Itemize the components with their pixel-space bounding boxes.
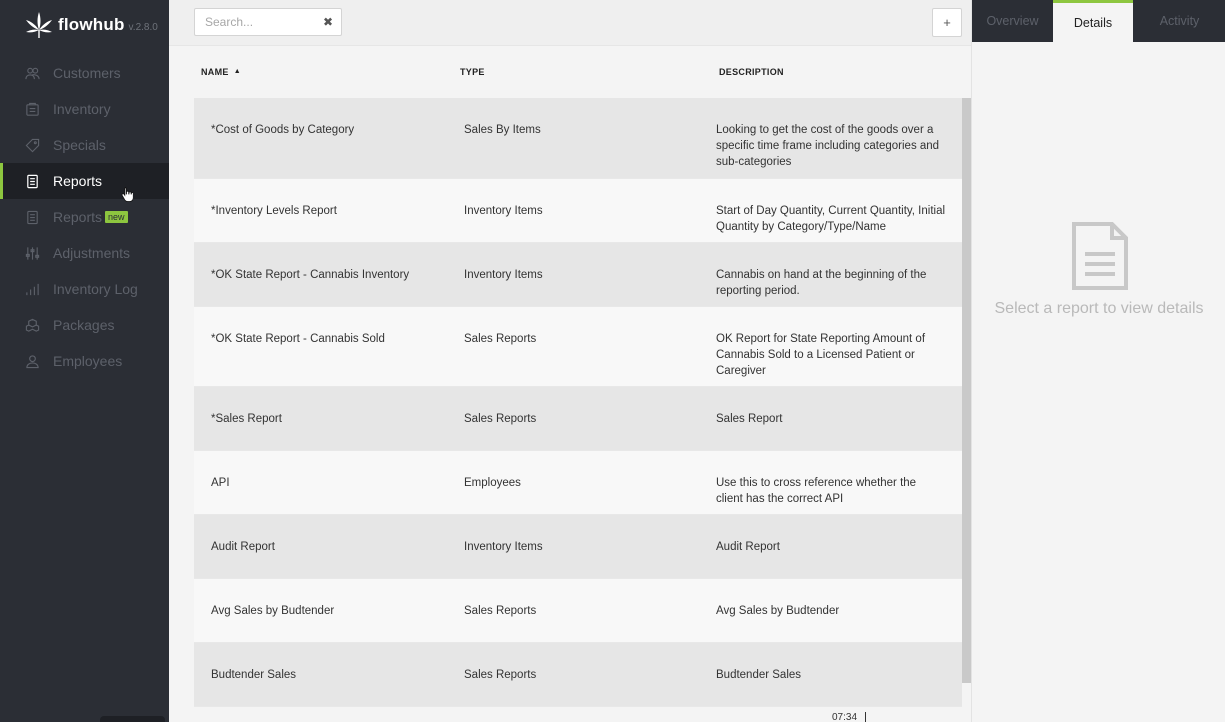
- search-input[interactable]: [205, 15, 315, 29]
- report-type: Employees: [464, 477, 521, 489]
- inventory-icon: [24, 101, 40, 117]
- cannabis-leaf-logo-icon: [24, 10, 54, 40]
- sidebar-item-label: Reports: [53, 209, 103, 225]
- report-name: *Inventory Levels Report: [211, 205, 337, 217]
- table-scrollbar[interactable]: [962, 98, 971, 683]
- sidebar-item-adjustments[interactable]: [0, 235, 169, 271]
- table-row[interactable]: [194, 643, 962, 707]
- table-row[interactable]: [194, 98, 962, 179]
- details-panel: [971, 0, 1225, 722]
- report-icon: [24, 173, 40, 189]
- sidebar-item-label: Inventory: [53, 101, 111, 117]
- sort-ascending-icon: ▲: [233, 68, 241, 75]
- sidebar-item-packages[interactable]: [0, 307, 169, 343]
- report-description: Start of Day Quantity, Current Quantity, Initial Quantity by Category/Type/Name: [716, 205, 946, 233]
- column-header-type[interactable]: TYPE: [460, 67, 485, 77]
- report-name: *OK State Report - Cannabis Sold: [211, 333, 385, 345]
- table-row[interactable]: [194, 579, 962, 643]
- report-type: Inventory Items: [464, 541, 543, 553]
- column-header-description[interactable]: DESCRIPTION: [719, 67, 784, 77]
- sidebar-item-reports[interactable]: [0, 163, 169, 199]
- table-row[interactable]: [194, 243, 962, 307]
- toolbar: [169, 0, 971, 46]
- report-type: Sales Reports: [464, 669, 537, 681]
- column-header-name[interactable]: NAME ▲: [201, 67, 241, 77]
- table-row[interactable]: [194, 451, 962, 515]
- sidebar-item-reports-new[interactable]: [0, 199, 169, 235]
- report-name: API: [211, 477, 230, 489]
- sidebar-item-customers[interactable]: [0, 55, 169, 91]
- app-version: v.2.8.0: [128, 21, 158, 33]
- table-row[interactable]: [194, 515, 962, 579]
- sidebar-item-label: Adjustments: [53, 245, 131, 261]
- report-type: Sales Reports: [464, 333, 537, 345]
- sidebar: [0, 0, 169, 722]
- main-content: [169, 0, 971, 722]
- panel-tabs: [972, 0, 1225, 42]
- sidebar-item-label: Employees: [53, 353, 123, 369]
- tab-overview[interactable]: Overview: [986, 14, 1039, 28]
- report-description: Use this to cross reference whether the client has the correct API: [716, 477, 917, 505]
- sidebar-item-specials[interactable]: [0, 127, 169, 163]
- sidebar-item-label: Specials: [53, 137, 106, 153]
- tab-details[interactable]: Details: [1053, 0, 1133, 42]
- report-description: Avg Sales by Budtender: [716, 605, 840, 617]
- sidebar-item-label: Customers: [53, 65, 121, 81]
- sidebar-item-inventory-log[interactable]: [0, 271, 169, 307]
- add-report-button[interactable]: +: [932, 8, 962, 37]
- table-row[interactable]: [194, 179, 962, 243]
- time-readout: 07:34: [832, 712, 866, 722]
- sidebar-bottom-tab: [100, 716, 165, 722]
- sidebar-item-label: Reports: [53, 173, 103, 189]
- tag-icon: [24, 137, 40, 153]
- report-type: Sales Reports: [464, 413, 537, 425]
- report-name: *OK State Report - Cannabis Inventory: [211, 269, 410, 281]
- report-description: Audit Report: [716, 541, 780, 553]
- report-icon: [24, 209, 40, 225]
- document-icon: [1072, 222, 1128, 290]
- report-name: *Sales Report: [211, 413, 282, 425]
- sidebar-item-label: Inventory Log: [53, 281, 138, 297]
- sidebar-item-inventory[interactable]: [0, 91, 169, 127]
- report-type: Sales By Items: [464, 124, 541, 136]
- report-name: Audit Report: [211, 541, 275, 553]
- sliders-icon: [24, 245, 40, 261]
- boxes-icon: [24, 317, 40, 333]
- report-name: *Cost of Goods by Category: [211, 124, 355, 136]
- report-description: Sales Report: [716, 413, 783, 425]
- tab-activity[interactable]: Activity: [1159, 14, 1200, 28]
- empty-state-message: Select a report to view details: [994, 300, 1204, 317]
- report-type: Inventory Items: [464, 269, 543, 281]
- table-header: [194, 46, 962, 96]
- report-description: Budtender Sales: [716, 669, 802, 681]
- new-badge: new: [105, 211, 128, 223]
- sidebar-item-employees[interactable]: [0, 343, 169, 379]
- report-description: OK Report for State Reporting Amount of Cannabis Sold to a Licensed Patient or Caregiver: [716, 333, 926, 377]
- report-type: Inventory Items: [464, 205, 543, 217]
- report-name: Budtender Sales: [211, 669, 297, 681]
- bar-chart-icon: [24, 281, 40, 297]
- report-description: Cannabis on hand at the beginning of the reporting period.: [716, 269, 927, 297]
- report-name: Avg Sales by Budtender: [211, 605, 335, 617]
- table-row[interactable]: [194, 307, 962, 387]
- report-description: Looking to get the cost of the goods over a specific time frame including categories and sub-categories: [716, 124, 940, 168]
- report-type: Sales Reports: [464, 605, 537, 617]
- user-icon: [24, 353, 40, 369]
- sidebar-item-label: Packages: [53, 317, 115, 333]
- users-icon: [24, 65, 40, 81]
- search-box[interactable]: [194, 8, 342, 36]
- brand[interactable]: [24, 10, 158, 40]
- hand-cursor-icon: [121, 186, 133, 202]
- table-row[interactable]: [194, 387, 962, 451]
- sidebar-nav: [0, 55, 169, 379]
- brand-name: flowhub: [58, 15, 125, 34]
- clear-search-icon[interactable]: ✖: [322, 15, 333, 29]
- reports-table: [194, 98, 962, 707]
